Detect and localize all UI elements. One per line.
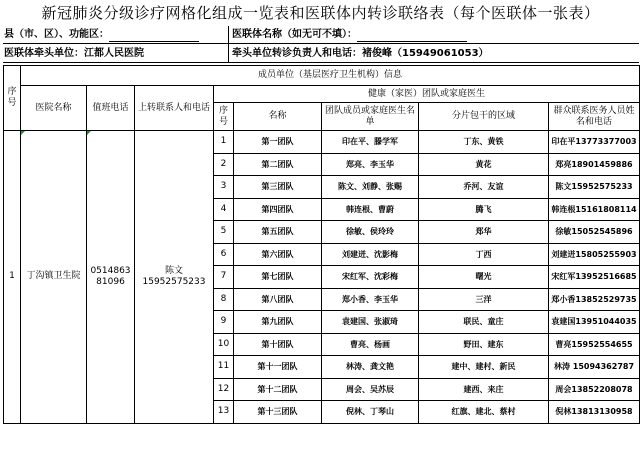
duty-phone-header: 值班电话 (87, 86, 135, 131)
team-name: 第十三团队 (234, 401, 322, 424)
team-contact: 曹亮15952554655 (549, 333, 640, 356)
team-seq: 5 (214, 221, 234, 244)
team-seq: 4 (214, 198, 234, 221)
county-blank (109, 30, 199, 42)
team-members: 林涛、龚文艳 (322, 356, 419, 379)
team-name: 第十二团队 (234, 378, 322, 401)
team-contact: 林涛 15094362787 (549, 356, 640, 379)
team-members-header: 团队成员或家庭医生名单 (322, 103, 419, 131)
team-area: 丁东、黄铁 (419, 131, 549, 154)
team-members: 郑小香、李玉华 (322, 288, 419, 311)
team-area: 腾飞 (419, 198, 549, 221)
table-row (4, 131, 640, 154)
team-area: 联民、童庄 (419, 311, 549, 334)
team-area: 丁西 (419, 243, 549, 266)
team-area: 黄花 (419, 153, 549, 176)
table-header-row-1 (4, 66, 640, 86)
referral-table (3, 65, 640, 424)
team-name-header: 名称 (234, 103, 322, 131)
team-name: 第一团队 (234, 131, 322, 154)
team-members: 袁建国、张淑琦 (322, 311, 419, 334)
team-name: 第四团队 (234, 198, 322, 221)
member-group-header: 成员单位（基层医疗卫生机构）信息 (21, 66, 640, 86)
team-members: 刘建迸、沈影梅 (322, 243, 419, 266)
header-divider (228, 26, 229, 62)
team-name: 第三团队 (234, 176, 322, 199)
team-area: 郑华 (419, 221, 549, 244)
team-contact: 倪林13813130958 (549, 401, 640, 424)
team-name: 第六团队 (234, 243, 322, 266)
team-seq: 13 (214, 401, 234, 424)
team-area: 三洋 (419, 288, 549, 311)
team-seq: 2 (214, 153, 234, 176)
team-contact: 袁建国13951044035 (549, 311, 640, 334)
referral-header: 上转联系人和电话 (135, 86, 214, 131)
team-name: 第七团队 (234, 266, 322, 289)
contact-header: 群众联系医务人员姓名和电话 (549, 103, 640, 131)
team-members: 曹亮、杨画 (322, 333, 419, 356)
team-seq: 6 (214, 243, 234, 266)
team-name: 第十一团队 (234, 356, 322, 379)
seq-header: 序号 (4, 66, 21, 131)
team-contact: 韩连根15161808114 (549, 198, 640, 221)
team-members: 印在平、滕学军 (322, 131, 419, 154)
yilianti-name-field (232, 28, 467, 42)
team-name: 第八团队 (234, 288, 322, 311)
team-contact: 郑亮18901459886 (549, 153, 640, 176)
duty-phone: 051486381096 (87, 131, 135, 424)
team-seq: 7 (214, 266, 234, 289)
lead-contact: 牵头单位转诊负责人和电话：褚俊峰（15949061053） (232, 48, 489, 59)
team-name: 第十团队 (234, 333, 322, 356)
team-members: 徐敏、侯玲玲 (322, 221, 419, 244)
yilianti-name-blank (357, 30, 467, 42)
page-title: 新冠肺炎分级诊疗网格化组成一览表和医联体内转诊联络表（每个医联体一张表） (41, 4, 600, 22)
hospital-name: 丁沟镇卫生院 (21, 131, 87, 424)
team-seq-header: 序号 (214, 103, 234, 131)
team-members: 郑亮、李玉华 (322, 153, 419, 176)
table-header-row-2 (4, 86, 640, 103)
team-members: 周会、吴苏辰 (322, 378, 419, 401)
team-contact: 宋红军13952516685 (549, 266, 640, 289)
team-seq: 1 (214, 131, 234, 154)
hospital-header: 医院名称 (21, 86, 87, 131)
health-team-header: 健康（家医）团队或家庭医生 (214, 86, 640, 103)
team-seq: 11 (214, 356, 234, 379)
team-contact: 印在平13773377003 (549, 131, 640, 154)
team-area: 建中、建村、新民 (419, 356, 549, 379)
header-rule-1 (3, 43, 639, 44)
yilianti-name-label: 医联体名称（如无可不填）： (232, 29, 357, 40)
team-members: 倪林、丁琴山 (322, 401, 419, 424)
team-seq: 3 (214, 176, 234, 199)
team-seq: 12 (214, 378, 234, 401)
team-name: 第五团队 (234, 221, 322, 244)
team-area: 建西、来庄 (419, 378, 549, 401)
team-name: 第九团队 (234, 311, 322, 334)
team-name: 第二团队 (234, 153, 322, 176)
team-contact: 陈文15952575233 (549, 176, 640, 199)
header-rule-2 (3, 62, 639, 63)
team-seq: 10 (214, 333, 234, 356)
team-contact: 徐敏15052545896 (549, 221, 640, 244)
team-area: 乔河、友谊 (419, 176, 549, 199)
team-members: 陈文、刘静、张赐 (322, 176, 419, 199)
lead-unit: 医联体牵头单位：江都人民医院 (4, 48, 144, 59)
team-contact: 周会13852208078 (549, 378, 640, 401)
area-header: 分片包干的区域 (419, 103, 549, 131)
team-area: 红旗、建北、蔡村 (419, 401, 549, 424)
team-area: 曙光 (419, 266, 549, 289)
team-contact: 刘建迸15805255903 (549, 243, 640, 266)
team-area: 野田、建东 (419, 333, 549, 356)
county-field (4, 28, 199, 42)
row-seq: 1 (4, 131, 21, 424)
referral-contact: 陈文15952575233 (135, 131, 214, 424)
team-seq: 8 (214, 288, 234, 311)
team-contact: 郑小香13852529735 (549, 288, 640, 311)
team-seq: 9 (214, 311, 234, 334)
team-members: 韩连根、曹蔚 (322, 198, 419, 221)
team-members: 宋红军、沈彩梅 (322, 266, 419, 289)
county-label: 县（市、区）、功能区： (4, 29, 109, 40)
